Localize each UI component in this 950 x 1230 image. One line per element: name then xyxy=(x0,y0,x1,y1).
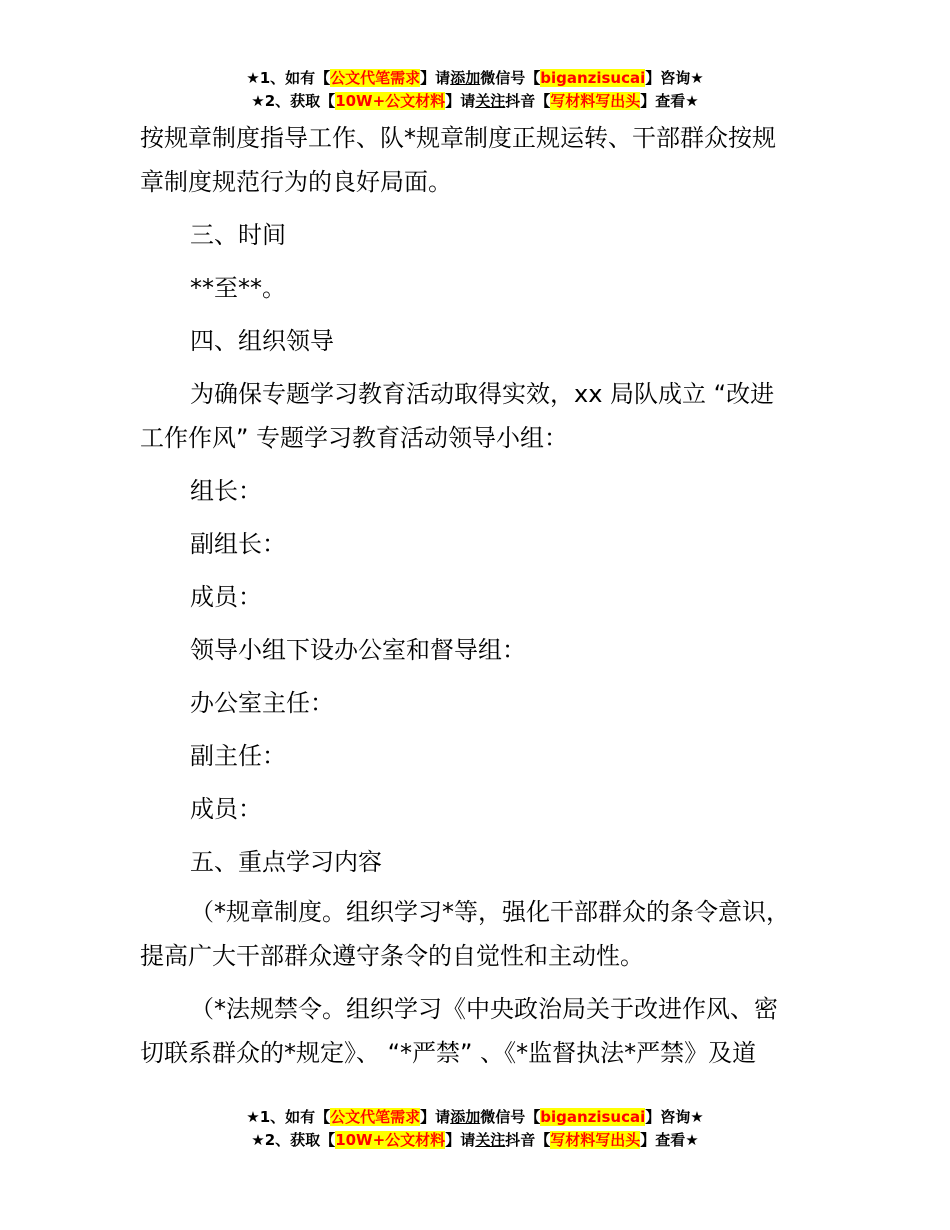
body-line: **至**。 xyxy=(190,274,286,302)
banner-text: ★2、获取【 xyxy=(251,92,336,110)
banner-line-1 xyxy=(0,67,950,90)
body-line: 按规章制度指导工作、队*规章制度正规运转、干部群众按规 xyxy=(140,124,776,152)
banner-text: 】查看★ xyxy=(640,1131,699,1149)
body-line: 章制度规范行为的良好局面。 xyxy=(140,168,452,196)
body-line: （*规章制度。组织学习*等，强化干部群众的条令意识， xyxy=(190,898,790,926)
section-heading: 四、组织领导 xyxy=(190,327,334,355)
body-line: 切联系群众的*规定》、 “*严禁” 、《*监督执法*严禁》及道 xyxy=(140,1039,757,1067)
banner-text: 】请 xyxy=(445,92,476,110)
banner-line-2 xyxy=(0,1129,950,1152)
banner-underline: 关注 xyxy=(475,92,506,110)
banner-text: ★1、如有【 xyxy=(246,69,331,87)
body-line: 组长： xyxy=(190,477,262,505)
banner-highlight: 写材料写出头 xyxy=(550,1131,641,1149)
banner-highlight: 10W+公文材料 xyxy=(335,1131,446,1149)
banner-highlight: 10W+公文材料 xyxy=(335,92,446,110)
footer-banner xyxy=(0,1106,950,1152)
banner-highlight: biganzisucai xyxy=(540,1108,646,1126)
banner-text: 微信号【 xyxy=(480,69,541,87)
section-heading: 三、时间 xyxy=(190,221,286,249)
body-line: 提高广大干部群众遵守条令的自觉性和主动性。 xyxy=(140,942,644,970)
body-line: 领导小组下设办公室和督导组： xyxy=(190,636,526,664)
body-line: 为确保专题学习教育活动取得实效，xx 局队成立 “改进 xyxy=(190,380,775,408)
body-line: 办公室主任： xyxy=(190,689,334,717)
body-line: 成员： xyxy=(190,583,262,611)
banner-text: 抖音【 xyxy=(505,92,551,110)
banner-highlight: biganzisucai xyxy=(540,69,646,87)
body-line: （*法规禁令。组织学习《中央政治局关于改进作风、密 xyxy=(190,995,778,1023)
banner-line-1 xyxy=(0,1106,950,1129)
banner-text: ★2、获取【 xyxy=(251,1131,336,1149)
header-banner xyxy=(0,67,950,113)
banner-text: 】请 xyxy=(420,69,451,87)
banner-highlight: 写材料写出头 xyxy=(550,92,641,110)
banner-underline: 关注 xyxy=(475,1131,506,1149)
body-line: 副主任： xyxy=(190,742,286,770)
banner-text: 抖音【 xyxy=(505,1131,551,1149)
banner-line-2 xyxy=(0,90,950,113)
section-heading: 五、重点学习内容 xyxy=(190,848,382,876)
banner-text: ★1、如有【 xyxy=(246,1108,331,1126)
body-line: 副组长： xyxy=(190,530,286,558)
body-line: 成员： xyxy=(190,795,262,823)
banner-highlight: 公文代笔需求 xyxy=(330,69,421,87)
banner-text: 微信号【 xyxy=(480,1108,541,1126)
banner-text: 】查看★ xyxy=(640,92,699,110)
banner-text: 】请 xyxy=(445,1131,476,1149)
banner-text: 】咨询★ xyxy=(645,69,704,87)
banner-text: 】咨询★ xyxy=(645,1108,704,1126)
banner-underline: 添加 xyxy=(450,1108,481,1126)
banner-highlight: 公文代笔需求 xyxy=(330,1108,421,1126)
banner-text: 】请 xyxy=(420,1108,451,1126)
body-line: 工作作风” 专题学习教育活动领导小组： xyxy=(140,424,569,452)
banner-underline: 添加 xyxy=(450,69,481,87)
